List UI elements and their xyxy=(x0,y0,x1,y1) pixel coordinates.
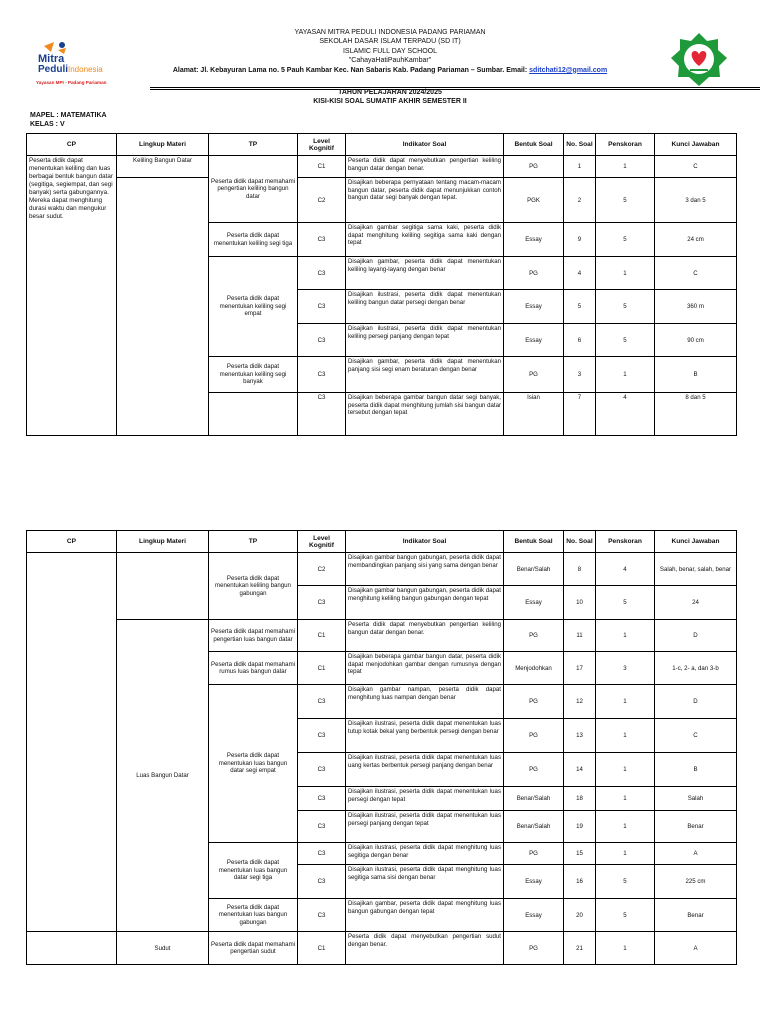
no-cell: 1 xyxy=(564,156,596,178)
bentuk-cell: PG xyxy=(504,685,564,719)
no-cell: 13 xyxy=(564,719,596,753)
indikator-cell: Disajikan gambar, peserta didik dapat menentukan panjang sisi segi enam beraturan dengan benar xyxy=(346,357,504,393)
no-cell: 15 xyxy=(564,843,596,865)
indikator-cell: Peserta didik dapat menyebutkan pengertian keliling bangun datar dengan benar. xyxy=(346,156,504,178)
lingkup-cell-empty xyxy=(117,178,209,436)
kunci-cell: 3 dan 5 xyxy=(655,178,737,223)
tp-cell: Peserta didik dapat menentukan luas bangun gabungan xyxy=(209,899,298,932)
table-row xyxy=(27,553,737,586)
bentuk-cell: PG xyxy=(504,357,564,393)
level-cell: C3 xyxy=(298,357,346,393)
no-cell: 11 xyxy=(564,620,596,652)
kunci-cell: C xyxy=(655,257,737,290)
logo-text-peduli: Peduli xyxy=(38,64,69,75)
level-cell: C3 xyxy=(298,787,346,811)
col-header: CP xyxy=(27,531,117,553)
tp-cell: Peserta didik dapat memahami pengertian keliling bangun datar xyxy=(209,156,298,223)
no-cell: 8 xyxy=(564,553,596,586)
bentuk-cell: PG xyxy=(504,843,564,865)
kunci-cell: 1-c, 2- a, dan 3-b xyxy=(655,652,737,685)
no-cell: 9 xyxy=(564,223,596,257)
tp-cell: Peserta didik dapat menentukan keliling segi tiga xyxy=(209,223,298,257)
table-row xyxy=(27,178,737,223)
kunci-cell: C xyxy=(655,719,737,753)
col-header: Level Kognitif xyxy=(298,134,346,156)
address-text: Alamat: Jl. Kebayuran Lama no. 5 Pauh Kambar Kec. Nan Sabaris Kab. Padang Pariaman – Sumbar. Email: xyxy=(172,66,530,74)
no-cell: 17 xyxy=(564,652,596,685)
level-cell: C3 xyxy=(298,290,346,324)
level-cell: C3 xyxy=(298,899,346,932)
col-header: No. Soal xyxy=(564,531,596,553)
level-cell: C3 xyxy=(298,685,346,719)
kunci-cell: A xyxy=(655,843,737,865)
col-header: Penskoran xyxy=(596,134,655,156)
skor-cell: 4 xyxy=(596,393,655,436)
lingkup-cell: Sudut xyxy=(117,932,209,965)
tp-cell: Peserta didik dapat memahami pengertian luas bangun datar xyxy=(209,620,298,652)
bentuk-cell: Essay xyxy=(504,324,564,357)
no-cell: 10 xyxy=(564,586,596,620)
cp-cell: Peserta didik dapat menentukan keliling dan luas berbagai bentuk bangun datar (segitiga, segiempat, dan segi banyak) serta gabungannya. Mereka dapat menghitung durasi waktu dan mengukur besar sudut. xyxy=(27,156,117,436)
indikator-cell: Disajikan ilustrasi, peserta didik dapat menghitung luas segitiga sama sisi dengan benar xyxy=(346,865,504,899)
kunci-cell: Salah, benar, salah, benar xyxy=(655,553,737,586)
kunci-cell: 24 xyxy=(655,586,737,620)
col-header: No. Soal xyxy=(564,134,596,156)
kunci-cell: C xyxy=(655,156,737,178)
no-cell: 16 xyxy=(564,865,596,899)
kunci-cell: B xyxy=(655,753,737,787)
no-cell: 6 xyxy=(564,324,596,357)
bentuk-cell: Essay xyxy=(504,586,564,620)
no-cell: 2 xyxy=(564,178,596,223)
subject-label: MAPEL : MATEMATIKA xyxy=(30,112,107,119)
tp-cell: Peserta didik dapat menentukan luas bangun datar segi tiga xyxy=(209,843,298,899)
bentuk-cell: PG xyxy=(504,719,564,753)
indikator-cell: Disajikan beberapa gambar bangun datar segi banyak, peserta didik dapat menghitung jumlah sisi bangun datar tersebut dengan tepat xyxy=(346,393,504,436)
document-title: KISI-KISI SOAL SUMATIF AKHIR SEMESTER II xyxy=(313,98,467,105)
tp-cell: Peserta didik dapat menentukan keliling bangun gabungan xyxy=(209,553,298,620)
bentuk-cell: PG xyxy=(504,753,564,787)
tp-cell: Peserta didik dapat memahami pengertian sudut xyxy=(209,932,298,965)
col-header: Level Kognitif xyxy=(298,531,346,553)
skor-cell: 4 xyxy=(596,553,655,586)
academic-year: TAHUN PELAJARAN 2024/2025 xyxy=(338,89,442,96)
kunci-cell: 90 cm xyxy=(655,324,737,357)
bentuk-cell: Essay xyxy=(504,223,564,257)
skor-cell: 5 xyxy=(596,899,655,932)
level-cell: C3 xyxy=(298,811,346,843)
level-cell: C3 xyxy=(298,393,346,436)
col-header: Bentuk Soal xyxy=(504,134,564,156)
kunci-cell: D xyxy=(655,620,737,652)
level-cell: C1 xyxy=(298,932,346,965)
document-subtitle xyxy=(150,88,630,106)
no-cell: 7 xyxy=(564,393,596,436)
indikator-cell: Disajikan beberapa gambar bangun datar, peserta didik dapat menjodohkan gambar dengan rumusnya dengan tepat xyxy=(346,652,504,685)
no-cell: 19 xyxy=(564,811,596,843)
level-cell: C3 xyxy=(298,753,346,787)
level-cell: C1 xyxy=(298,620,346,652)
level-cell: C2 xyxy=(298,553,346,586)
level-cell: C3 xyxy=(298,257,346,290)
col-header: TP xyxy=(209,134,298,156)
bentuk-cell: Essay xyxy=(504,290,564,324)
indikator-cell: Disajikan beberapa pernyataan tentang macam-macam bangun datar, peserta didik dapat menunjukkan contoh bangun datar segi banyak dengan tepat. xyxy=(346,178,504,223)
bentuk-cell: Menjodohkan xyxy=(504,652,564,685)
indikator-cell: Peserta didik dapat menyebutkan pengertian sudut dengan benar. xyxy=(346,932,504,965)
level-cell: C3 xyxy=(298,324,346,357)
indikator-cell: Disajikan ilustrasi, peserta didik dapat menentukan luas persegi panjang dengan tepat xyxy=(346,811,504,843)
indikator-cell: Disajikan ilustrasi, peserta didik dapat menentukan keliling persegi panjang dengan tepat xyxy=(346,324,504,357)
bentuk-cell: Benar/Salah xyxy=(504,787,564,811)
no-cell: 14 xyxy=(564,753,596,787)
skor-cell: 3 xyxy=(596,652,655,685)
no-cell: 12 xyxy=(564,685,596,719)
level-cell: C1 xyxy=(298,652,346,685)
bentuk-cell: PGK xyxy=(504,178,564,223)
col-header: Kunci Jawaban xyxy=(655,531,737,553)
bentuk-cell: Benar/Salah xyxy=(504,811,564,843)
col-header: TP xyxy=(209,531,298,553)
col-header: Kunci Jawaban xyxy=(655,134,737,156)
table-header-row xyxy=(27,531,737,553)
level-cell: C3 xyxy=(298,865,346,899)
tp-cell-empty xyxy=(209,393,298,436)
lingkup-cell-empty xyxy=(117,553,209,620)
tp-cell: Peserta didik dapat menentukan keliling segi banyak xyxy=(209,357,298,393)
indikator-cell: Disajikan gambar, peserta didik dapat menentukan keliling layang-layang dengan benar xyxy=(346,257,504,290)
table-row xyxy=(27,932,737,965)
bentuk-cell: Isian xyxy=(504,393,564,436)
kunci-cell: Salah xyxy=(655,787,737,811)
table-row xyxy=(27,156,737,178)
skor-cell: 1 xyxy=(596,620,655,652)
level-cell: C3 xyxy=(298,223,346,257)
logo-text-indonesia: Indonesia xyxy=(68,65,103,74)
level-cell: C3 xyxy=(298,719,346,753)
letterhead xyxy=(0,26,768,86)
table-row xyxy=(27,620,737,652)
indikator-cell: Disajikan ilustrasi, peserta didik dapat menentukan luas uang kertas berbentuk persegi panjang dengan benar xyxy=(346,753,504,787)
indikator-cell: Disajikan ilustrasi, peserta didik dapat menghitung luas segitiga dengan benar xyxy=(346,843,504,865)
col-header: Lingkup Materi xyxy=(117,531,209,553)
school-motto: "CahayaHatiPauhKambar" xyxy=(348,57,432,65)
bentuk-cell: PG xyxy=(504,932,564,965)
tp-cell: Peserta didik dapat menentukan keliling segi empat xyxy=(209,257,298,357)
kunci-cell: 225 cm xyxy=(655,865,737,899)
lingkup-cell: Keliling Bangun Datar xyxy=(117,156,209,178)
table-header-row xyxy=(27,134,737,156)
skor-cell: 1 xyxy=(596,787,655,811)
skor-cell: 1 xyxy=(596,753,655,787)
subject-info xyxy=(30,111,107,129)
indikator-cell: Disajikan ilustrasi, peserta didik dapat menentukan keliling bangun datar persegi dengan benar xyxy=(346,290,504,324)
no-cell: 5 xyxy=(564,290,596,324)
skor-cell: 1 xyxy=(596,257,655,290)
skor-cell: 5 xyxy=(596,865,655,899)
kunci-cell: Benar xyxy=(655,811,737,843)
no-cell: 20 xyxy=(564,899,596,932)
col-header: Indikator Soal xyxy=(346,531,504,553)
kunci-cell: 8 dan 5 xyxy=(655,393,737,436)
logo-caption: Yayasan MPI - Padang Pariaman xyxy=(36,80,107,85)
indikator-cell: Disajikan gambar nampan, peserta didik dapat menghitung luas nampan dengan benar xyxy=(346,685,504,719)
indikator-cell: Disajikan ilustrasi, peserta didik dapat menentukan luas persegi dengan tepat xyxy=(346,787,504,811)
grid-table-1 xyxy=(26,133,737,436)
indikator-cell: Disajikan gambar segitiga sama kaki, peserta didik dapat menghitung keliling segitiga sama kaki dengan tepat xyxy=(346,223,504,257)
skor-cell: 1 xyxy=(596,811,655,843)
bentuk-cell: PG xyxy=(504,257,564,290)
indikator-cell: Peserta didik dapat menyebutkan pengertian keliling bangun datar dengan benar. xyxy=(346,620,504,652)
kunci-cell: D xyxy=(655,685,737,719)
skor-cell: 1 xyxy=(596,357,655,393)
no-cell: 4 xyxy=(564,257,596,290)
col-header: Penskoran xyxy=(596,531,655,553)
logo-text-mitra: Mitra xyxy=(38,53,65,65)
no-cell: 21 xyxy=(564,932,596,965)
bentuk-cell: PG xyxy=(504,156,564,178)
kunci-cell: B xyxy=(655,357,737,393)
email-link[interactable]: sditchati12@gmail.com xyxy=(529,66,608,74)
level-cell: C1 xyxy=(298,156,346,178)
no-cell: 18 xyxy=(564,787,596,811)
skor-cell: 5 xyxy=(596,178,655,223)
level-cell: C3 xyxy=(298,586,346,620)
school-name: SEKOLAH DASAR ISLAM TERPADU (SD IT) xyxy=(319,38,461,46)
kunci-cell: 24 cm xyxy=(655,223,737,257)
kunci-cell: Benar xyxy=(655,899,737,932)
skor-cell: 1 xyxy=(596,932,655,965)
bentuk-cell: Essay xyxy=(504,899,564,932)
indikator-cell: Disajikan gambar bangun gabungan, peserta didik dapat membandingkan panjang sisi yang sama dengan benar xyxy=(346,553,504,586)
bentuk-cell: Benar/Salah xyxy=(504,553,564,586)
lingkup-cell: Luas Bangun Datar xyxy=(117,620,209,932)
tp-cell: Peserta didik dapat menentukan luas bangun datar segi empat xyxy=(209,685,298,843)
level-cell: C3 xyxy=(298,843,346,865)
col-header: CP xyxy=(27,134,117,156)
tp-cell: Peserta didik dapat memahami rumus luas bangun datar xyxy=(209,652,298,685)
school-address xyxy=(150,66,630,75)
col-header: Bentuk Soal xyxy=(504,531,564,553)
col-header: Lingkup Materi xyxy=(117,134,209,156)
skor-cell: 5 xyxy=(596,586,655,620)
skor-cell: 1 xyxy=(596,156,655,178)
bentuk-cell: Essay xyxy=(504,865,564,899)
skor-cell: 1 xyxy=(596,685,655,719)
cp-cell-empty xyxy=(27,553,117,932)
program-name: ISLAMIC FULL DAY SCHOOL xyxy=(342,47,437,55)
indikator-cell: Disajikan gambar, peserta didik dapat menghitung luas bangun gabungan dengan tepat xyxy=(346,899,504,932)
school-identity xyxy=(150,28,630,75)
level-cell: C2 xyxy=(298,178,346,223)
indikator-cell: Disajikan gambar bangun gabungan, peserta didik dapat menghitung keliling bangun gabungan dengan tepat xyxy=(346,586,504,620)
skor-cell: 1 xyxy=(596,719,655,753)
skor-cell: 5 xyxy=(596,290,655,324)
mitra-peduli-logo xyxy=(36,40,136,86)
no-cell: 3 xyxy=(564,357,596,393)
skor-cell: 1 xyxy=(596,843,655,865)
skor-cell: 5 xyxy=(596,223,655,257)
skor-cell: 5 xyxy=(596,324,655,357)
grid-table-2 xyxy=(26,530,737,965)
cp-cell-empty xyxy=(27,932,117,965)
kunci-cell: 360 m xyxy=(655,290,737,324)
indikator-cell: Disajikan ilustrasi, peserta didik dapat menentukan luas tutup kotak bekal yang berbentuk persegi dengan benar xyxy=(346,719,504,753)
col-header: Indikator Soal xyxy=(346,134,504,156)
kunci-cell: A xyxy=(655,932,737,965)
bentuk-cell: PG xyxy=(504,620,564,652)
school-seal-logo xyxy=(668,32,730,88)
foundation-name: YAYASAN MITRA PEDULI INDONESIA PADANG PARIAMAN xyxy=(294,29,486,36)
class-label: KELAS : V xyxy=(30,121,65,128)
